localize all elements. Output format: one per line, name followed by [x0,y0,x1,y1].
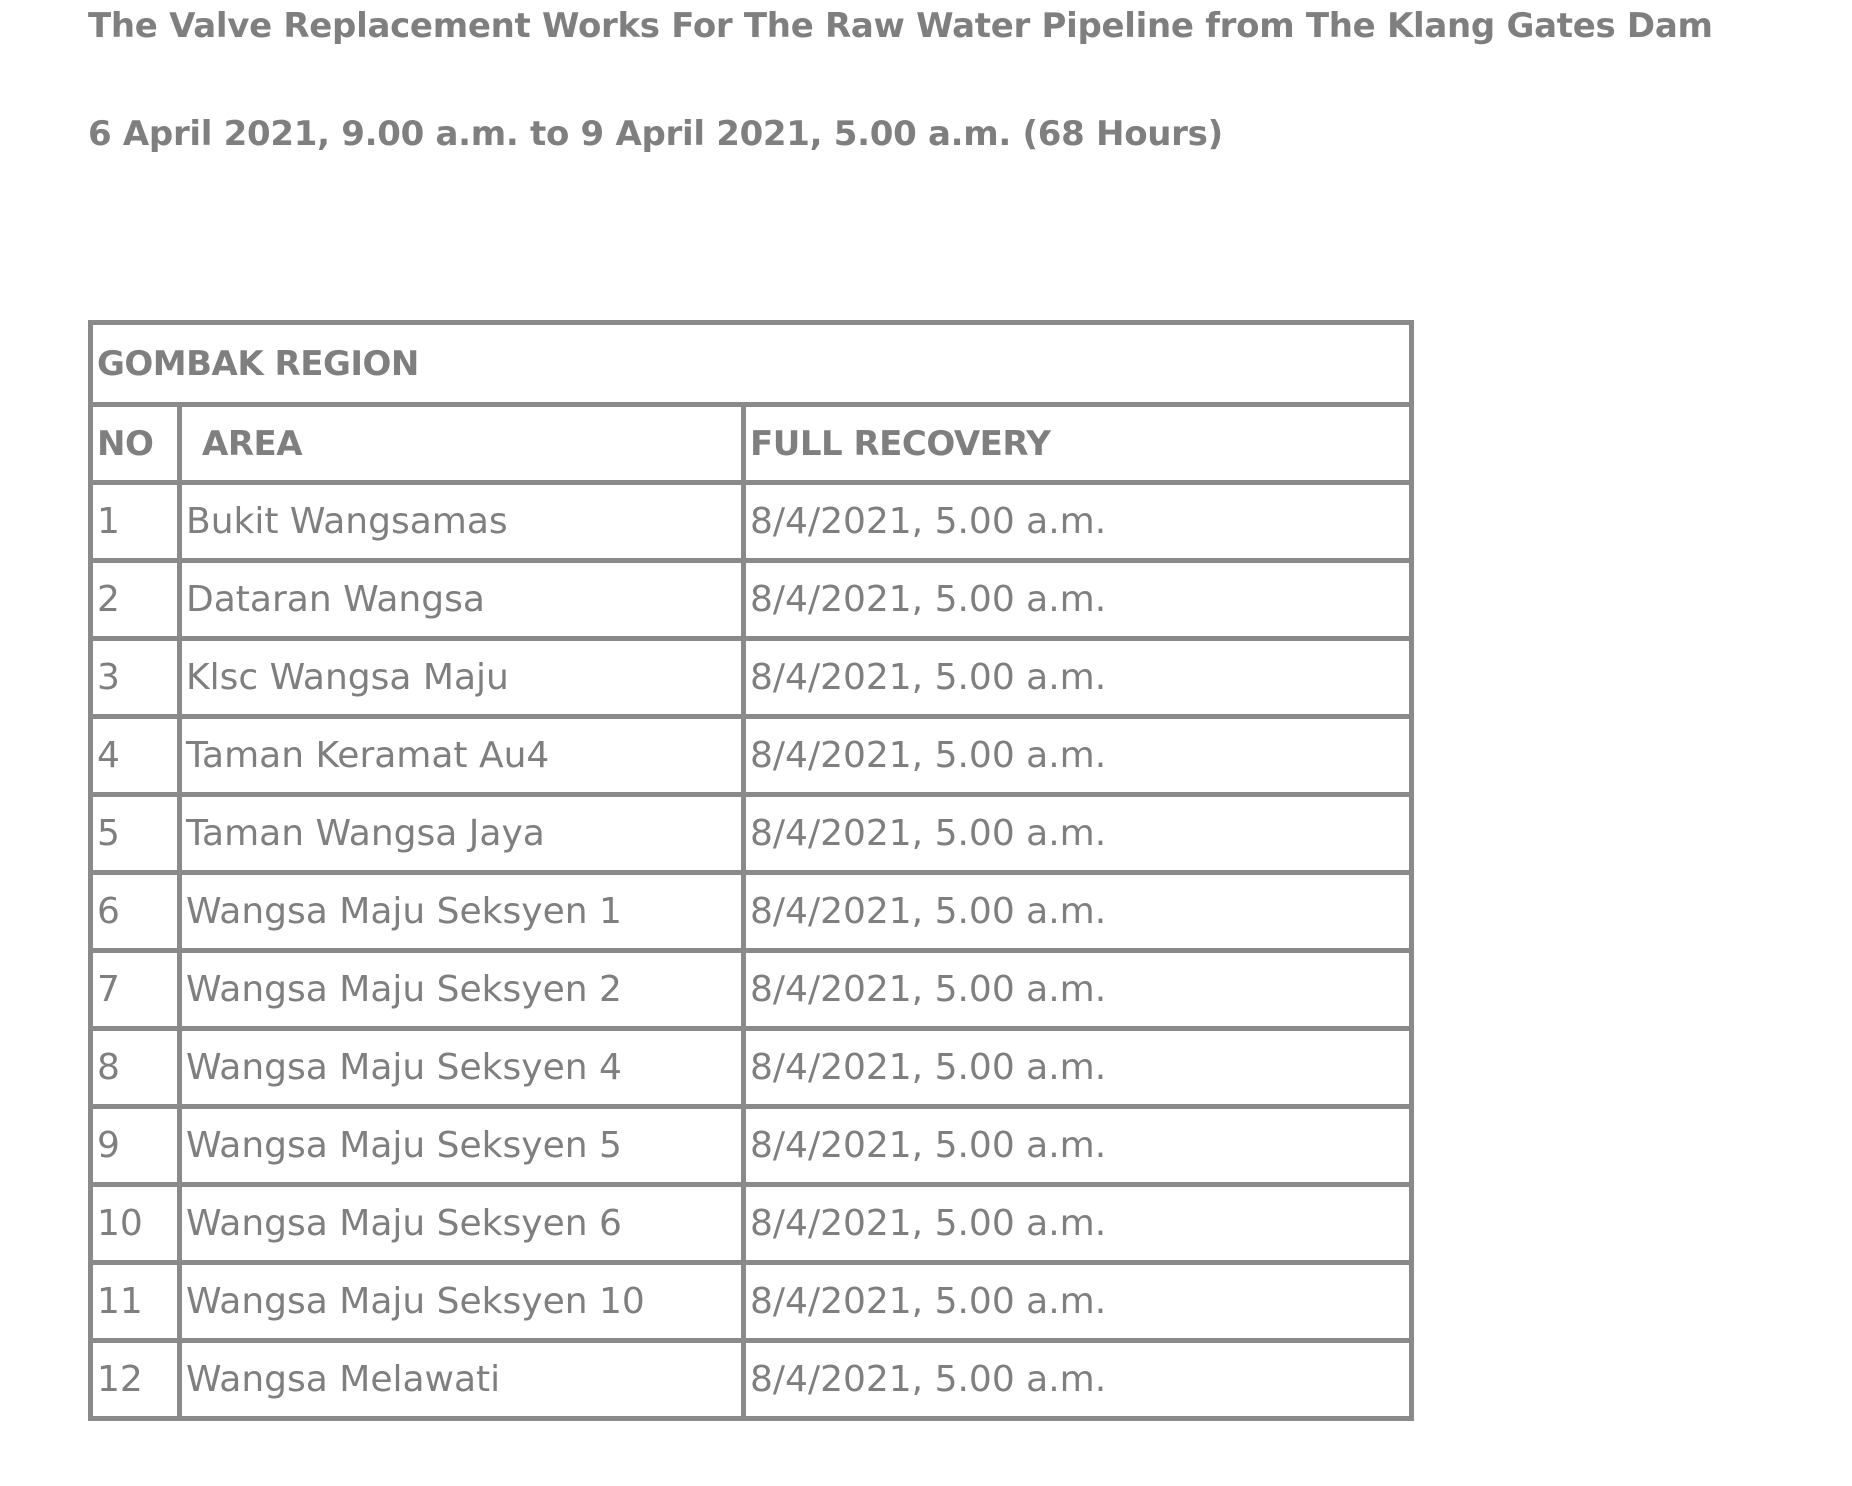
affected-areas-table [88,320,1414,1421]
cell-area: Klsc Wangsa Maju [180,639,744,717]
cell-no: 11 [91,1263,180,1341]
table-row [91,639,1412,717]
cell-recovery: 8/4/2021, 5.00 a.m. [744,639,1412,717]
cell-area: Wangsa Maju Seksyen 1 [180,873,744,951]
table-row [91,1029,1412,1107]
cell-area: Wangsa Maju Seksyen 4 [180,1029,744,1107]
cell-no: 12 [91,1341,180,1419]
header-row [91,405,1412,483]
table-row [91,717,1412,795]
cell-no: 5 [91,795,180,873]
region-cell: GOMBAK REGION [91,323,1412,405]
table-row [91,1263,1412,1341]
cell-no: 9 [91,1107,180,1185]
cell-area: Wangsa Melawati [180,1341,744,1419]
cell-no: 6 [91,873,180,951]
cell-no: 2 [91,561,180,639]
header-no: NO [91,405,180,483]
cell-no: 8 [91,1029,180,1107]
cell-recovery: 8/4/2021, 5.00 a.m. [744,1341,1412,1419]
cell-no: 10 [91,1185,180,1263]
page-title: The Valve Replacement Works For The Raw Water Pipeline from The Klang Gates Dam [88,6,1713,46]
cell-recovery: 8/4/2021, 5.00 a.m. [744,717,1412,795]
cell-area: Wangsa Maju Seksyen 10 [180,1263,744,1341]
cell-recovery: 8/4/2021, 5.00 a.m. [744,951,1412,1029]
cell-area: Wangsa Maju Seksyen 6 [180,1185,744,1263]
cell-area: Wangsa Maju Seksyen 5 [180,1107,744,1185]
cell-recovery: 8/4/2021, 5.00 a.m. [744,795,1412,873]
cell-recovery: 8/4/2021, 5.00 a.m. [744,873,1412,951]
cell-area: Taman Wangsa Jaya [180,795,744,873]
cell-no: 4 [91,717,180,795]
cell-area: Wangsa Maju Seksyen 2 [180,951,744,1029]
table-row [91,951,1412,1029]
cell-area: Taman Keramat Au4 [180,717,744,795]
table-row [91,1185,1412,1263]
cell-recovery: 8/4/2021, 5.00 a.m. [744,1029,1412,1107]
cell-recovery: 8/4/2021, 5.00 a.m. [744,483,1412,561]
cell-no: 1 [91,483,180,561]
header-area: AREA [180,405,744,483]
cell-no: 3 [91,639,180,717]
table-row [91,1107,1412,1185]
cell-recovery: 8/4/2021, 5.00 a.m. [744,1185,1412,1263]
table-row [91,795,1412,873]
cell-recovery: 8/4/2021, 5.00 a.m. [744,1263,1412,1341]
cell-area: Bukit Wangsamas [180,483,744,561]
table-row [91,1341,1412,1419]
cell-no: 7 [91,951,180,1029]
region-row [91,323,1412,405]
header-recovery: FULL RECOVERY [744,405,1412,483]
table-row [91,561,1412,639]
table-row [91,873,1412,951]
schedule-subtitle: 6 April 2021, 9.00 a.m. to 9 April 2021, 5.00 a.m. (68 Hours) [88,114,1223,154]
table-row [91,483,1412,561]
cell-recovery: 8/4/2021, 5.00 a.m. [744,1107,1412,1185]
cell-area: Dataran Wangsa [180,561,744,639]
cell-recovery: 8/4/2021, 5.00 a.m. [744,561,1412,639]
